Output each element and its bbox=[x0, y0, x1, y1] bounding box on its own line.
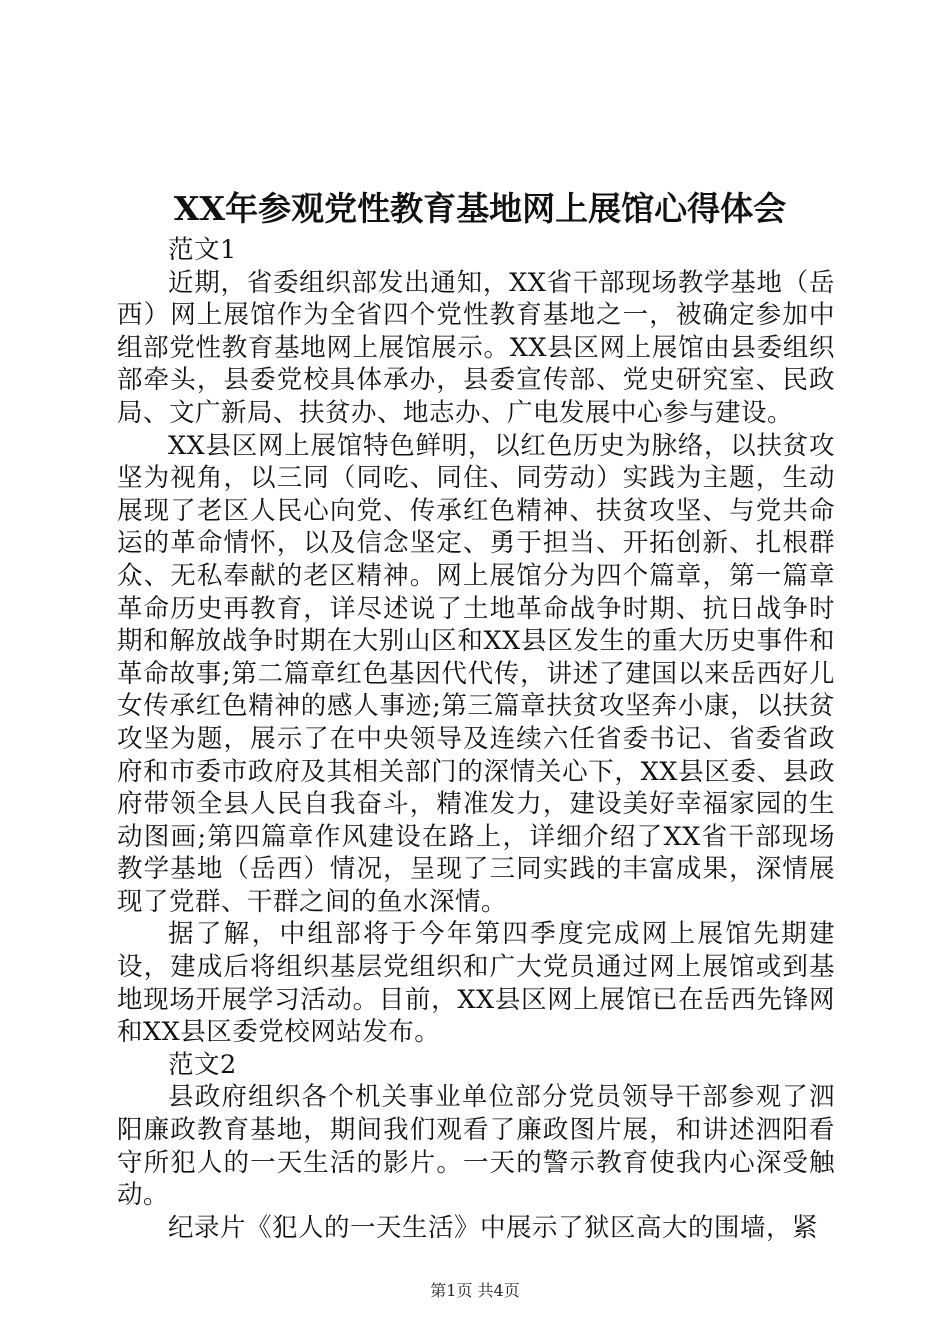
paragraph-1: 近期，省委组织部发出通知，XX省干部现场教学基地（岳西）网上展馆作为全省四个党性教育基地之一，被确定参加中组部党性教育基地网上展馆展示。XX县区网上展馆由县委组织部牵头，县委党校具体承办，县委宣传部、党史研究室、民政局、文广新局、扶贫办、地志办、广电发展中心参与建设。 bbox=[117, 267, 835, 428]
section-label-2: 范文2 bbox=[168, 1049, 237, 1080]
paragraph-4: 县政府组织各个机关事业单位部分党员领导干部参观了泗阳廉政教育基地，期间我们观看了廉政图片展，和讲述泗阳看守所犯人的一天生活的影片。一天的警示教育使我内心深受触动。 bbox=[117, 1082, 835, 1211]
paragraph-2: XX县区网上展馆特色鲜明，以红色历史为脉络，以扶贫攻坚为视角，以三同（同吃、同住、同劳动）实践为主题，生动展现了老区人民心向党、传承红色精神、扶贫攻坚、与党共命运的革命情怀，以及信念坚定、勇于担当、开拓创新、扎根群众、无私奉献的老区精神。网上展馆分为四个篇章，第一篇章革命历史再教育，详尽述说了土地革命战争时期、抗日战争时期和解放战争时期在大别山区和XX县区发生的重大历史事件和革命故事;第二篇章红色基因代代传，讲述了建国以来岳西好儿女传承红色精神的感人事迹;第三篇章扶贫攻坚奔小康，以扶贫攻坚为题，展示了在中央领导及连续六任省委书记、省委省政府和市委市政府及其相关部门的深情关心下，XX县区委、县政府带领全县人民自我奋斗，精准发力，建设美好幸福家园的生动图画;第四篇章作风建设在路上，详细介绍了XX省干部现场教学基地（岳西）情况，呈现了三同实践的丰富成果，深情展现了党群、干群之间的鱼水深情。 bbox=[117, 430, 835, 917]
paragraph-5: 纪录片《犯人的一天生活》中展示了狱区高大的围墙，紧 bbox=[168, 1212, 819, 1243]
page-footer: 第1页 共4页 bbox=[430, 1281, 520, 1300]
document-body bbox=[117, 234, 835, 1244]
section-label-1: 范文1 bbox=[168, 235, 237, 265]
paragraph-3: 据了解，中组部将于今年第四季度完成网上展馆先期建设，建成后将组织基层党组织和广大党员通过网上展馆或到基地现场开展学习活动。目前，XX县区网上展馆已在岳西先锋网和XX县区委党校网站发布。 bbox=[117, 919, 835, 1048]
document-title: XX年参观党性教育基地网上展馆心得体会 bbox=[173, 189, 787, 228]
